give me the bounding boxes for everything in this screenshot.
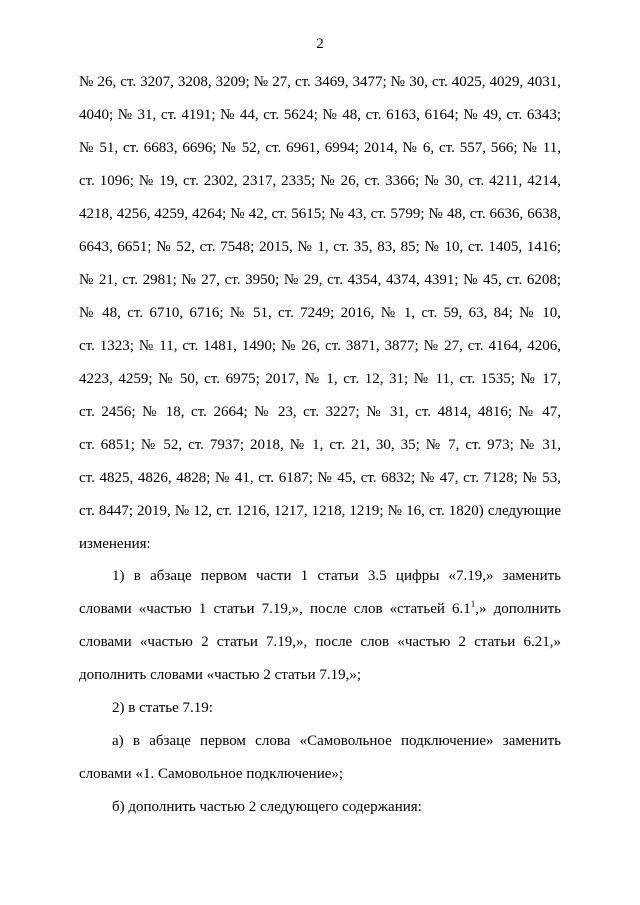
citation-line: ст. 6851; № 52, ст. 7937; 2018, № 1, ст. 21, 30, 35; № 7, ст. 973; № 31,: [79, 437, 561, 453]
citation-line: № 21, ст. 2981; № 27, ст. 3950; № 29, ст. 4354, 4374, 4391; № 45, ст. 6208;: [79, 272, 561, 288]
citation-line: ст. 1096; № 19, ст. 2302, 2317, 2335; № 26, ст. 3366; № 30, ст. 4211, 4214,: [79, 173, 561, 189]
citation-line: № 48, ст. 6710, 6716; № 51, ст. 7249; 2016, № 1, ст. 59, 63, 84; № 10,: [79, 305, 561, 321]
citation-line: ст. 4825, 4826, 4828; № 41, ст. 6187; № 45, ст. 6832; № 47, ст. 7128; № 53,: [79, 470, 561, 486]
item-1-line-2: [79, 593, 561, 626]
item-2a-line-1: а) в абзаце первом слова «Самовольное подключение» заменить: [112, 733, 561, 749]
citation-line: 4218, 4256, 4259, 4264; № 42, ст. 5615; № 43, ст. 5799; № 48, ст. 6636, 6638,: [79, 206, 561, 222]
page-number: 2: [316, 36, 324, 52]
citation-line: № 26, ст. 3207, 3208, 3209; № 27, ст. 3469, 3477; № 30, ст. 4025, 4029, 4031,: [79, 74, 561, 90]
item-1-line-2-text: словами «частью 1 статьи 7.19,», после слов «статьей 6.1: [79, 601, 471, 617]
item-1-line-4: дополнить словами «частью 2 статьи 7.19,»;: [79, 667, 362, 683]
citation-line: 4040; № 31, ст. 4191; № 44, ст. 5624; № 48, ст. 6163, 6164; № 49, ст. 6343;: [79, 107, 561, 123]
citation-line: ст. 2456; № 18, ст. 2664; № 23, ст. 3227; № 31, ст. 4814, 4816; № 47,: [79, 404, 561, 420]
citation-line: ст. 8447; 2019, № 12, ст. 1216, 1217, 1218, 1219; № 16, ст. 1820) следующие: [79, 503, 561, 519]
citation-line: 4223, 4259; № 50, ст. 6975; 2017, № 1, ст. 12, 31; № 11, ст. 1535; № 17,: [79, 371, 561, 387]
item-1-line-3: словами «частью 2 статьи 7.19,», после слов «частью 2 статьи 6.21,»: [79, 634, 561, 650]
superscript-1: 1: [470, 599, 476, 609]
citation-line: 6643, 6651; № 52, ст. 7548; 2015, № 1, ст. 35, 83, 85; № 10, ст. 1405, 1416;: [79, 239, 561, 255]
citation-line: ст. 1323; № 11, ст. 1481, 1490; № 26, ст. 3871, 3877; № 27, ст. 4164, 4206,: [79, 338, 561, 354]
item-1-line-2-tail: ,» дополнить: [475, 601, 561, 617]
citation-line: изменения:: [79, 536, 151, 552]
item-1-line-1: 1) в абзаце первом части 1 статьи 3.5 цифры «7.19,» заменить: [112, 568, 561, 584]
citation-paragraph: [79, 66, 561, 561]
item-2b: б) дополнить частью 2 следующего содержания:: [112, 799, 422, 815]
amendments-section: [79, 560, 561, 824]
citation-line: № 51, ст. 6683, 6696; № 52, ст. 6961, 6994; 2014, № 6, ст. 557, 566; № 11,: [79, 140, 561, 156]
item-2a-line-2: словами «1. Самовольное подключение»;: [79, 766, 344, 782]
item-2-heading: 2) в статье 7.19:: [112, 700, 213, 716]
